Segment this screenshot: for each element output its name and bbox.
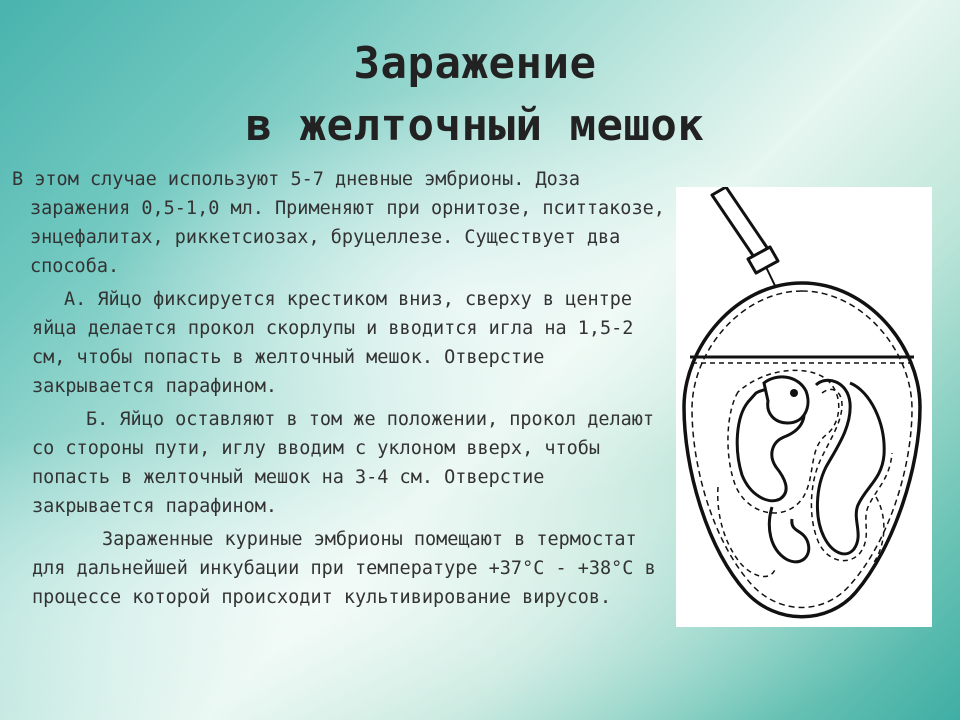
slide-body: [12, 165, 672, 616]
paragraph-incubation: Зараженные куриные эмбрионы помещают в термостат для дальнейшей инкубации при температуре +37°С - +38°С в процессе которой происходит культивирование вирусов.: [32, 529, 656, 608]
paragraph-method-a: А. Яйцо фиксируется крестиком вниз, сверху в центре яйца делается прокол скорлупы и вводится игла на 1,5-2 см, чтобы попасть в желточный мешок. Отверстие закрывается парафином.: [32, 289, 634, 397]
paragraph-intro: В этом случае используют 5-7 дневные эмбрионы. Доза заражения 0,5-1,0 мл. Применяют при орнитозе, пситтакозе, энцефалитах, риккетсиозах, бруцеллезе. Существует два способа.: [12, 169, 665, 277]
egg-injection-illustration: [676, 187, 932, 627]
slide-title-line2: в желточный мешок: [245, 100, 705, 151]
slide-title-line1: Заражение: [353, 38, 597, 89]
paragraph-method-b: Б. Яйцо оставляют в том же положении, прокол делают со стороны пути, иглу вводим с уклоном вверх, чтобы попасть в желточный мешок на 3-4 см. Отверстие закрывается парафином.: [32, 409, 655, 517]
